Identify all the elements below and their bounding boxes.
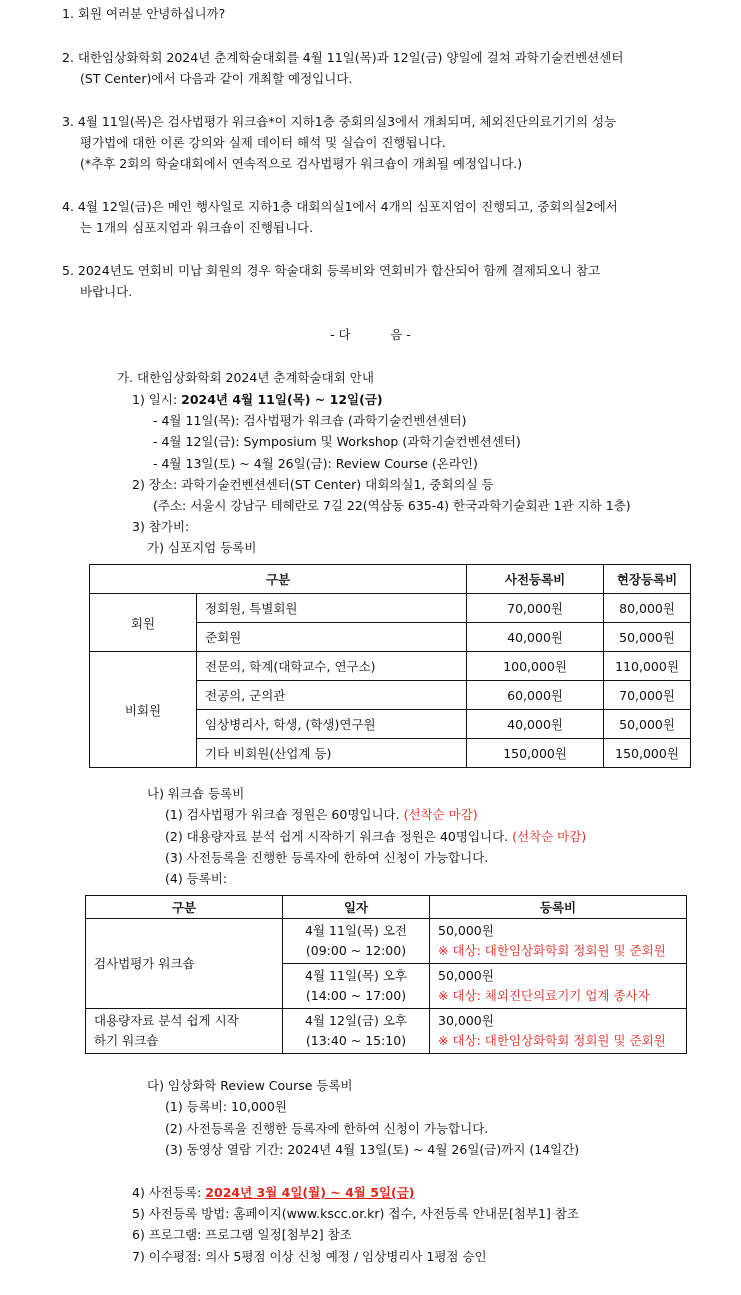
table-row <box>86 1009 687 1054</box>
workshop-fee-heading: 나) 워크숍 등록비 <box>147 786 245 801</box>
table-row <box>90 652 691 681</box>
workshop-note-4: (4) 등록비: <box>165 871 228 886</box>
workshop-note-3: (3) 사전등록을 진행한 등록자에 한하여 신청이 가능합니다. <box>165 850 489 865</box>
paragraph-1: 1. 회원 여러분 안녕하십니까? <box>62 6 226 21</box>
symposium-fee-table <box>89 564 691 768</box>
time-line: (09:00 ~ 12:00) <box>305 943 407 958</box>
paragraph-4-line-2: 는 1개의 심포지엄과 워크숍이 진행됩니다. <box>80 220 314 235</box>
fee-amount: 50,000원 <box>438 923 494 938</box>
schedule-day-2: - 4월 12일(금): Symposium 및 Workshop (과학기술컨벤션센터) <box>153 434 521 449</box>
table-header-row <box>86 896 687 919</box>
table-row <box>86 919 687 964</box>
paragraph-3-line-1: 3. 4월 11일(목)은 검사법평가 워크숍*이 지하1층 중회의실3에서 개최되며, 체외진단의료기기의 성능 <box>62 114 617 129</box>
group-member: 회원 <box>90 594 197 652</box>
pre-fee: 40,000원 <box>467 623 604 652</box>
review-course-heading: 다) 임상화학 Review Course 등록비 <box>147 1078 353 1093</box>
paragraph-5-line-2: 바랍니다. <box>80 284 133 299</box>
pre-fee: 150,000원 <box>467 739 604 768</box>
onsite-fee: 70,000원 <box>604 681 691 710</box>
workshop-fee-table <box>85 895 687 1054</box>
credit-info: 7) 이수평점: 의사 5평점 이상 신청 예정 / 임상병리사 1평점 승인 <box>132 1249 487 1264</box>
time-line: (14:00 ~ 17:00) <box>305 988 407 1003</box>
paragraph-5-line-1: 5. 2024년도 연회비 미납 회원의 경우 학술대회 등록비와 연회비가 합산되어 함께 결제되오니 참고 <box>62 263 601 278</box>
first-come-label: (선착순 마감) <box>403 807 478 822</box>
program-info: 6) 프로그램: 프로그램 일정[첨부2] 참조 <box>132 1227 352 1242</box>
pre-fee: 100,000원 <box>467 652 604 681</box>
time-line: (13:40 ~ 15:10) <box>305 1033 407 1048</box>
group-nonmember: 비회원 <box>90 652 197 768</box>
fee-amount: 50,000원 <box>438 968 494 983</box>
workshop-name-line-2: 하기 워크숍 <box>94 1033 159 1048</box>
header-category: 구분 <box>90 565 467 594</box>
event-place: 2) 장소: 과학기술컨벤션센터(ST Center) 대회의실1, 중회의실 등 <box>132 477 494 492</box>
workshop-name <box>86 1009 283 1054</box>
header-pre-registration: 사전등록비 <box>467 565 604 594</box>
date-line: 4월 11일(목) 오전 <box>305 923 407 938</box>
member-type: 전공의, 군의관 <box>197 681 467 710</box>
review-note-3: (3) 동영상 열람 기간: 2024년 4월 13일(토) ~ 4월 26일(금)까지 (14일간) <box>165 1142 580 1157</box>
workshop-note-1 <box>165 806 478 824</box>
member-type: 정회원, 특별회원 <box>197 594 467 623</box>
member-type: 준회원 <box>197 623 467 652</box>
member-type: 전문의, 학계(대학교수, 연구소) <box>197 652 467 681</box>
pre-fee: 40,000원 <box>467 710 604 739</box>
workshop-date <box>283 964 430 1009</box>
member-type: 임상병리사, 학생, (학생)연구원 <box>197 710 467 739</box>
workshop-note-2-text: (2) 대용량자료 분석 쉽게 시작하기 워크숍 정원은 40명입니다. <box>165 829 513 844</box>
paragraph-3-line-3: (*추후 2회의 학술대회에서 연속적으로 검사법평가 워크숍이 개최될 예정입니다.) <box>80 156 523 171</box>
date-line: 4월 11일(목) 오후 <box>305 968 407 983</box>
workshop-fee <box>430 964 687 1009</box>
onsite-fee: 80,000원 <box>604 594 691 623</box>
review-note-1: (1) 등록비: 10,000원 <box>165 1099 287 1114</box>
onsite-fee: 110,000원 <box>604 652 691 681</box>
onsite-fee: 50,000원 <box>604 623 691 652</box>
onsite-fee: 150,000원 <box>604 739 691 768</box>
workshop-name: 검사법평가 워크숍 <box>86 919 283 1009</box>
table-header-row <box>90 565 691 594</box>
pre-registration-period <box>132 1184 415 1202</box>
section-ga-title: 가. 대한임상화학회 2024년 춘계학술대회 안내 <box>117 370 374 385</box>
event-address: (주소: 서울시 강남구 테헤란로 7길 22(역삼동 635-4) 한국과학기술회관 1관 지하 1층) <box>153 498 631 513</box>
target-note: ※ 대상: 대한임상화학회 정회원 및 준회원 <box>438 943 666 958</box>
workshop-note-1-text: (1) 검사법평가 워크숍 정원은 60명입니다. <box>165 807 404 822</box>
fee-heading: 3) 참가비: <box>132 519 190 534</box>
fee-amount: 30,000원 <box>438 1013 494 1028</box>
workshop-note-2 <box>165 828 586 846</box>
pre-registration-label: 4) 사전등록: <box>132 1185 206 1200</box>
header-date: 일자 <box>283 896 430 919</box>
workshop-name-line-1: 대용량자료 분석 쉽게 시작 <box>94 1013 239 1028</box>
target-note: ※ 대상: 대한임상화학회 정회원 및 준회원 <box>438 1033 666 1048</box>
paragraph-4-line-1: 4. 4월 12일(금)은 메인 행사일로 지하1층 대회의실1에서 4개의 심포지엄이 진행되고, 중회의실2에서 <box>62 199 618 214</box>
event-date-label: 1) 일시: <box>132 392 182 407</box>
date-line: 4월 12일(금) 오후 <box>305 1013 407 1028</box>
onsite-fee: 50,000원 <box>604 710 691 739</box>
section-divider: - 다 음 - <box>330 327 411 342</box>
paragraph-2-line-1: 2. 대한임상화학회 2024년 춘계학술대회를 4월 11일(목)과 12일(금) 양일에 걸쳐 과학기술컨벤션센터 <box>62 50 624 65</box>
header-fee: 등록비 <box>430 896 687 919</box>
table-row <box>90 594 691 623</box>
review-note-2: (2) 사전등록을 진행한 등록자에 한하여 신청이 가능합니다. <box>165 1121 489 1136</box>
pre-fee: 70,000원 <box>467 594 604 623</box>
first-come-label: (선착순 마감) <box>512 829 587 844</box>
event-date <box>132 391 383 409</box>
event-date-value: 2024년 4월 11일(목) ~ 12일(금) <box>181 392 383 407</box>
paragraph-2-line-2: (ST Center)에서 다음과 같이 개최할 예정입니다. <box>80 71 353 86</box>
workshop-fee <box>430 1009 687 1054</box>
schedule-review: - 4월 13일(토) ~ 4월 26일(금): Review Course (온라인) <box>153 456 478 471</box>
schedule-day-1: - 4월 11일(목): 검사법평가 워크숍 (과학기술컨벤션센터) <box>153 413 467 428</box>
symposium-fee-heading: 가) 심포지엄 등록비 <box>147 540 257 555</box>
workshop-fee <box>430 919 687 964</box>
workshop-date <box>283 1009 430 1054</box>
paragraph-3-line-2: 평가법에 대한 이론 강의와 실제 데이터 해석 및 실습이 진행됩니다. <box>80 135 446 150</box>
header-onsite-registration: 현장등록비 <box>604 565 691 594</box>
member-type: 기타 비회원(산업계 등) <box>197 739 467 768</box>
pre-registration-value: 2024년 3월 4일(월) ~ 4월 5일(금) <box>205 1185 415 1200</box>
registration-method: 5) 사전등록 방법: 홈페이지(www.kscc.or.kr) 접수, 사전등록 안내문[첨부1] 참조 <box>132 1206 579 1221</box>
pre-fee: 60,000원 <box>467 681 604 710</box>
header-category: 구분 <box>86 896 283 919</box>
target-note: ※ 대상: 체외진단의료기기 업계 종사자 <box>438 988 650 1003</box>
workshop-date <box>283 919 430 964</box>
